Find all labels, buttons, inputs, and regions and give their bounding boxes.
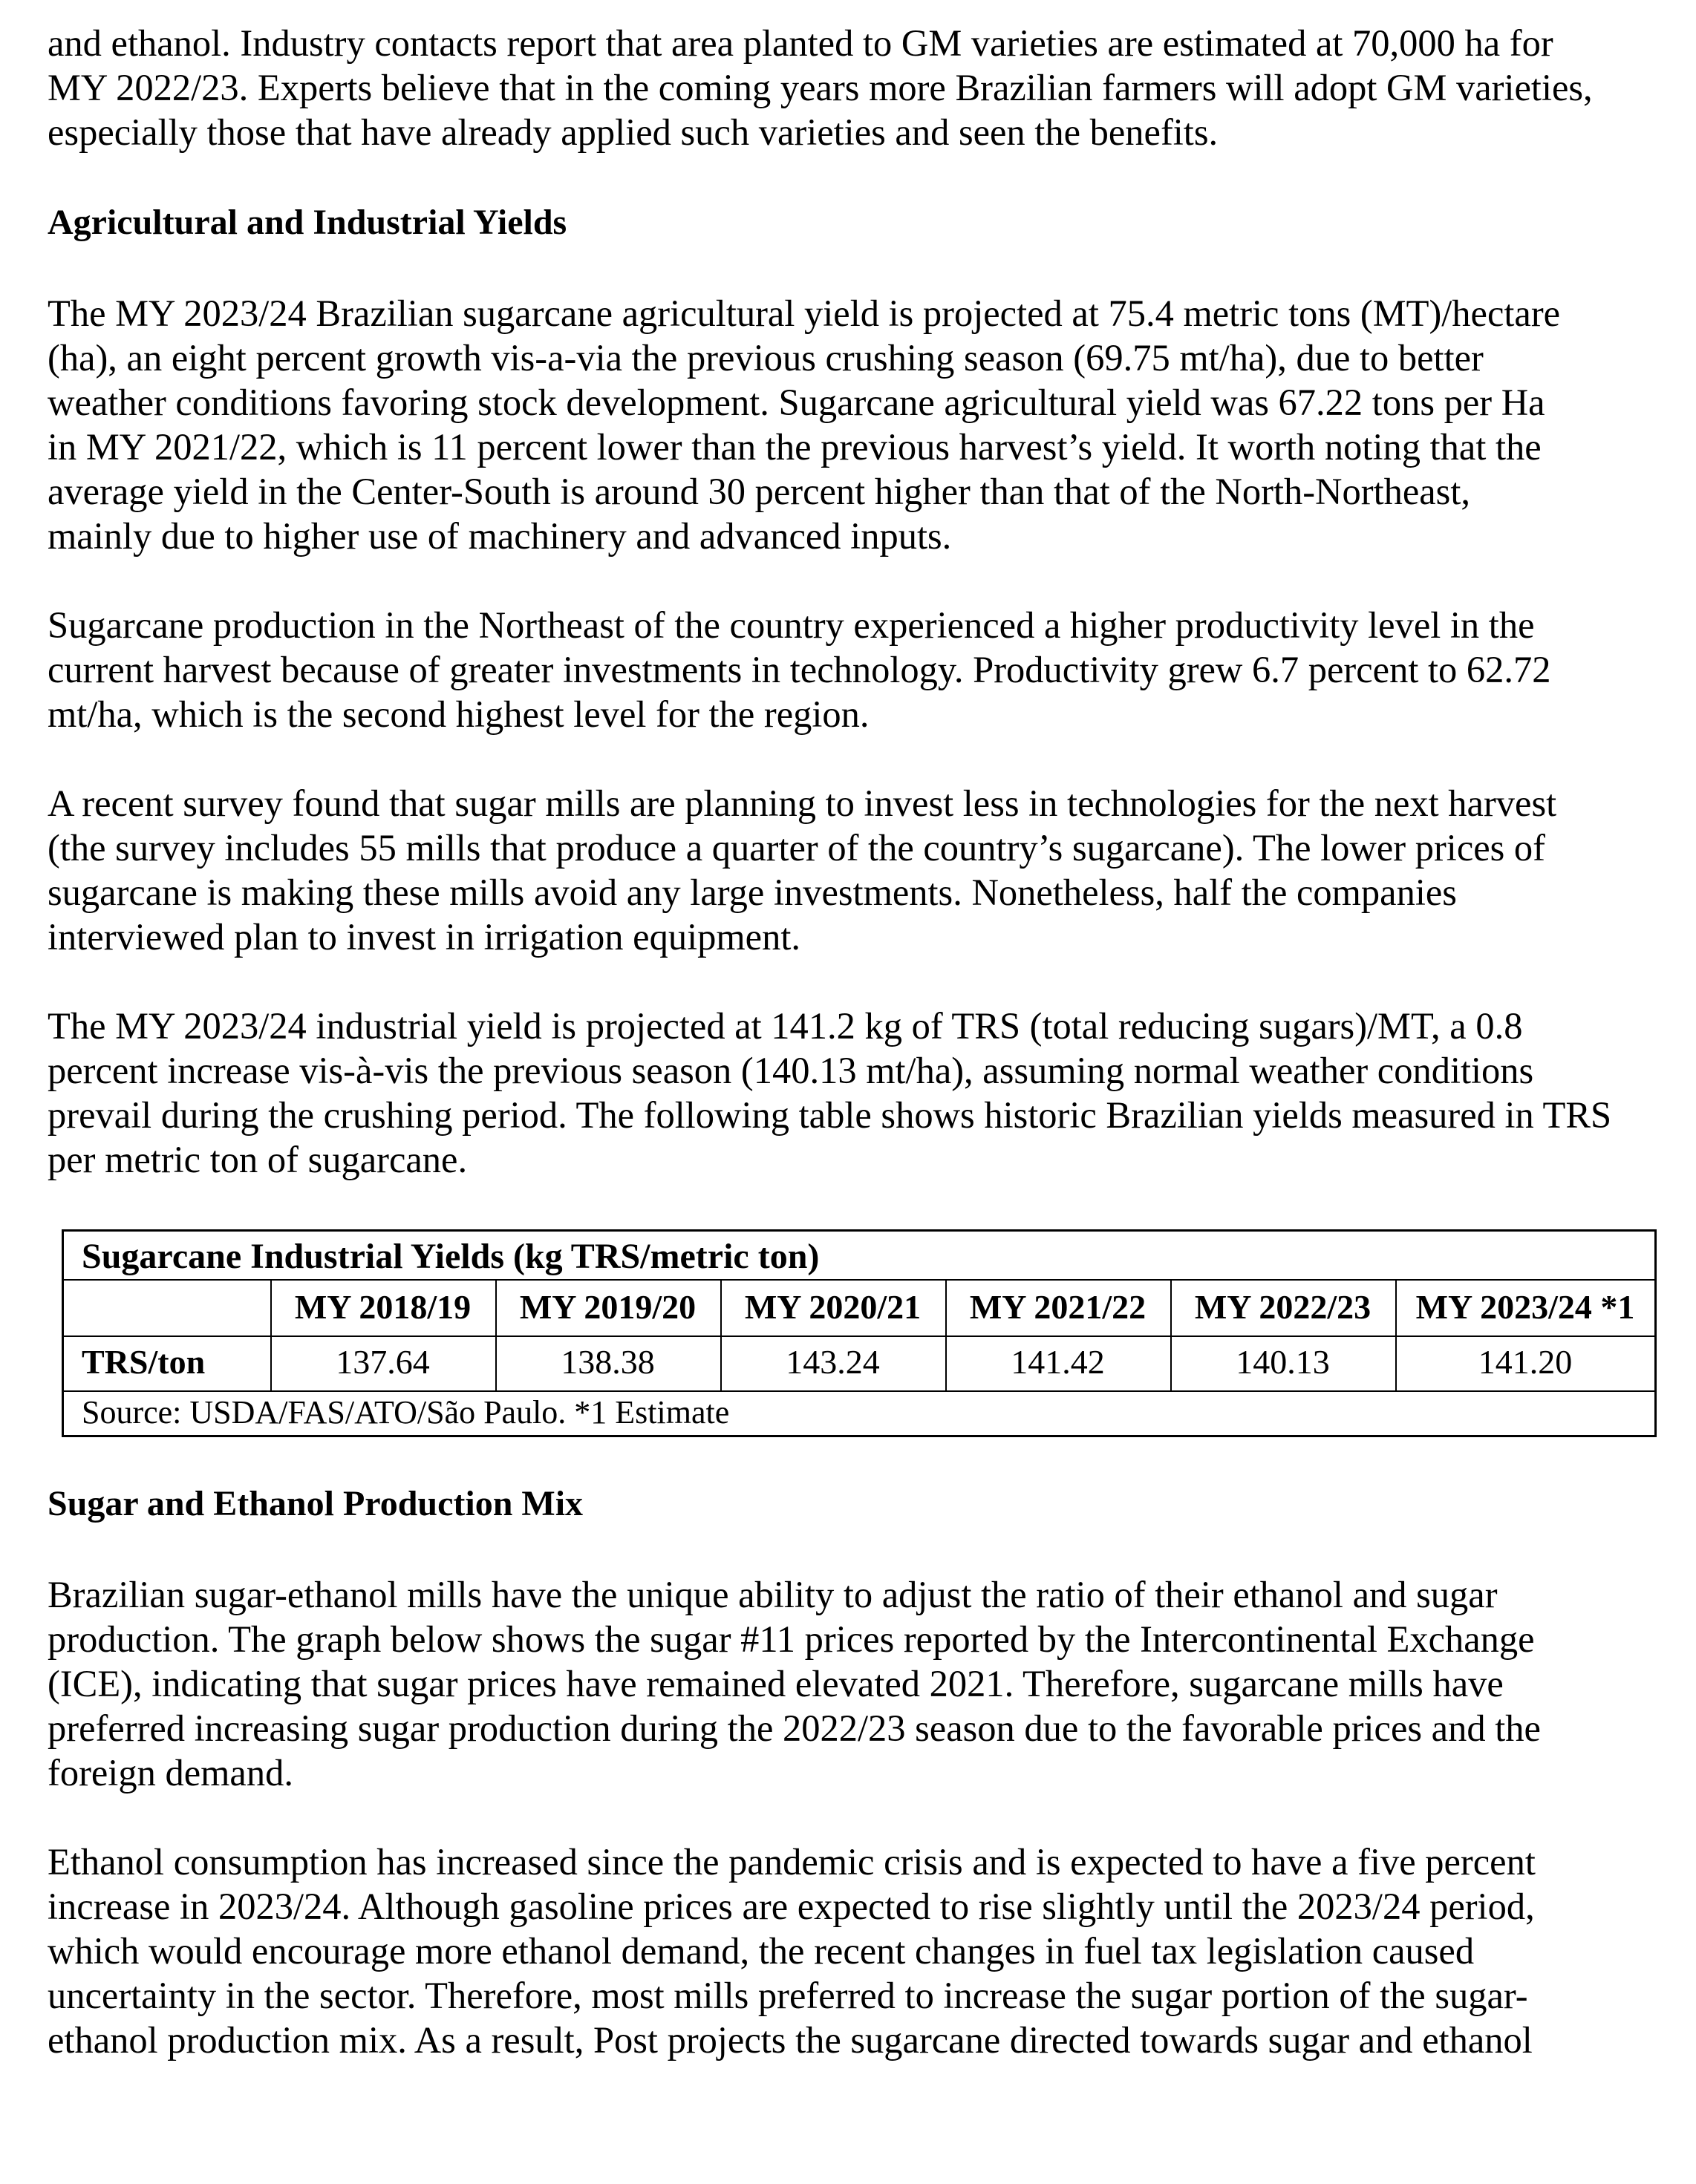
text-line: production. The graph below shows the sugar #11 prices reported by the Intercontinental Exchange — [48, 1618, 1535, 1660]
table-cell: 141.20 — [1478, 1343, 1573, 1381]
table-row-header: TRS/ton — [82, 1343, 206, 1381]
table-cell: 141.42 — [1011, 1343, 1105, 1381]
yields-paragraph-4 — [48, 1004, 1651, 1182]
text-line: especially those that have already applied such varieties and seen the benefits. — [48, 111, 1219, 153]
table-column-header: MY 2021/22 — [969, 1288, 1147, 1326]
text-line: increase in 2023/24. Although gasoline prices are expected to rise slightly until the 2023/24 period, — [48, 1886, 1535, 1927]
table-column-header: MY 2022/23 — [1194, 1288, 1372, 1326]
text-line: The MY 2023/24 industrial yield is projected at 141.2 kg of TRS (total reducing sugars)/MT, a 0.8 — [48, 1005, 1523, 1047]
text-line: prevail during the crushing period. The following table shows historic Brazilian yields measured in TRS — [48, 1094, 1612, 1136]
text-line: The MY 2023/24 Brazilian sugarcane agricultural yield is projected at 75.4 metric tons (MT)/hectare — [48, 292, 1561, 334]
text-line: ethanol production mix. As a result, Post projects the sugarcane directed towards sugar and ethanol — [48, 2019, 1533, 2061]
text-line: current harvest because of greater investments in technology. Productivity grew 6.7 percent to 62.72 — [48, 649, 1551, 690]
section-heading-production-mix: Sugar and Ethanol Production Mix — [48, 1484, 584, 1523]
industrial-yields-table — [62, 1229, 1657, 1437]
table-divider — [64, 1335, 1654, 1337]
text-line: and ethanol. Industry contacts report that area planted to GM varieties are estimated at 70,000 ha for — [48, 22, 1553, 64]
table-cell: 143.24 — [786, 1343, 880, 1381]
yields-paragraph-1 — [48, 291, 1651, 558]
document-page — [48, 21, 1651, 1182]
text-line: interviewed plan to invest in irrigation equipment. — [48, 916, 800, 958]
text-line: per metric ton of sugarcane. — [48, 1139, 468, 1180]
text-line: foreign demand. — [48, 1752, 293, 1794]
table-column-header: MY 2018/19 — [294, 1288, 472, 1326]
text-line: in MY 2021/22, which is 11 percent lower than the previous harvest’s yield. It worth noting that the — [48, 426, 1542, 468]
mix-paragraph-2 — [48, 1840, 1651, 2062]
text-line: mt/ha, which is the second highest level for the region. — [48, 693, 870, 735]
table-column-header: MY 2020/21 — [744, 1288, 922, 1326]
text-line: preferred increasing sugar production during the 2022/23 season due to the favorable prices and the — [48, 1707, 1541, 1749]
yields-paragraph-3 — [48, 781, 1651, 959]
text-line: (ha), an eight percent growth vis-a-via the previous crushing season (69.75 mt/ha), due to better — [48, 337, 1484, 379]
text-line: Ethanol consumption has increased since the pandemic crisis and is expected to have a five percent — [48, 1841, 1536, 1883]
yields-paragraph-2 — [48, 603, 1651, 736]
mix-paragraph-1 — [48, 1572, 1651, 1795]
text-line: which would encourage more ethanol demand, the recent changes in fuel tax legislation caused — [48, 1930, 1475, 1972]
section-heading-yields: Agricultural and Industrial Yields — [48, 203, 567, 242]
intro-paragraph — [48, 21, 1651, 154]
text-line: uncertainty in the sector. Therefore, most mills preferred to increase the sugar portion of the sugar- — [48, 1975, 1528, 2016]
text-line: mainly due to higher use of machinery and advanced inputs. — [48, 515, 952, 557]
table-cell: 138.38 — [561, 1343, 655, 1381]
text-line: A recent survey found that sugar mills are planning to invest less in technologies for the next harvest — [48, 782, 1557, 824]
text-line: Brazilian sugar-ethanol mills have the unique ability to adjust the ratio of their ethanol and sugar — [48, 1574, 1498, 1615]
table-cell: 140.13 — [1236, 1343, 1330, 1381]
text-line: (ICE), indicating that sugar prices have remained elevated 2021. Therefore, sugarcane mills have — [48, 1663, 1504, 1704]
text-line: Sugarcane production in the Northeast of the country experienced a higher productivity level in the — [48, 604, 1535, 646]
table-source-note: Source: USDA/FAS/ATO/São Paulo. *1 Estimate — [82, 1394, 730, 1431]
table-cell: 137.64 — [336, 1343, 430, 1381]
text-line: weather conditions favoring stock development. Sugarcane agricultural yield was 67.22 tons per Ha — [48, 382, 1545, 423]
text-line: percent increase vis-à-vis the previous season (140.13 mt/ha), assuming normal weather conditions — [48, 1050, 1534, 1091]
table-title: Sugarcane Industrial Yields (kg TRS/metric ton) — [82, 1237, 820, 1276]
text-line: MY 2022/23. Experts believe that in the coming years more Brazilian farmers will adopt GM varieties, — [48, 67, 1593, 108]
text-line: (the survey includes 55 mills that produce a quarter of the country’s sugarcane). The lower prices of — [48, 827, 1545, 869]
table-column-header: MY 2023/24 *1 — [1415, 1288, 1635, 1326]
table-divider — [64, 1279, 1654, 1281]
document-page-continued — [48, 1482, 1651, 2062]
text-line: sugarcane is making these mills avoid any large investments. Nonetheless, half the companies — [48, 872, 1457, 913]
text-line: average yield in the Center-South is around 30 percent higher than that of the North-Northeast, — [48, 471, 1470, 512]
table-column-header: MY 2019/20 — [519, 1288, 697, 1326]
